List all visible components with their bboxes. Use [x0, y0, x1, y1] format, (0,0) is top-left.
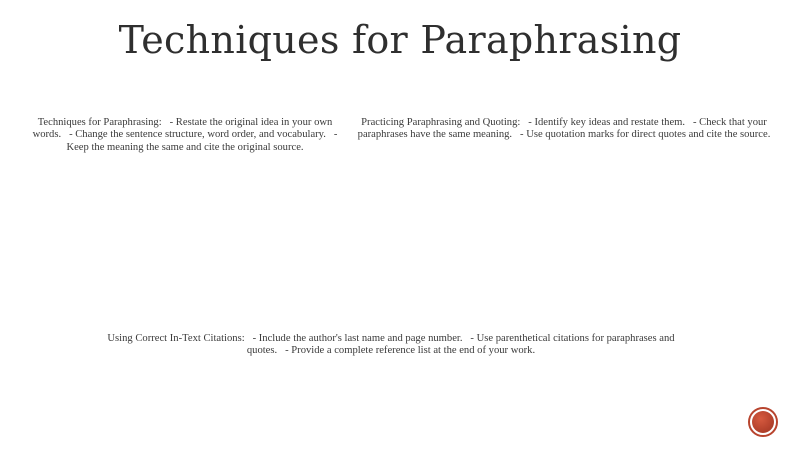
slide-nav-button[interactable] [748, 407, 778, 437]
text-block-in-text-citations: Using Correct In-Text Citations: - Include the author's last name and page number. - Use parenthetical citations for paraphrases and quotes. - Provide a complete reference list at the end of your work. [107, 333, 678, 357]
text-block-paraphrasing-techniques: Techniques for Paraphrasing: - Restate the original idea in your own words. - Change the sentence structure, word order, and vocabulary. - Keep the meaning the same and cite the original source. [32, 117, 341, 153]
circle-button-icon [752, 411, 774, 433]
text-block-practicing-paraphrasing-quoting: Practicing Paraphrasing and Quoting: - Identify key ideas and restate them. - Check that your paraphrases have the same meaning. - Use quotation marks for direct quotes and cite the source. [357, 117, 771, 141]
slide-title: Techniques for Paraphrasing [118, 18, 682, 62]
